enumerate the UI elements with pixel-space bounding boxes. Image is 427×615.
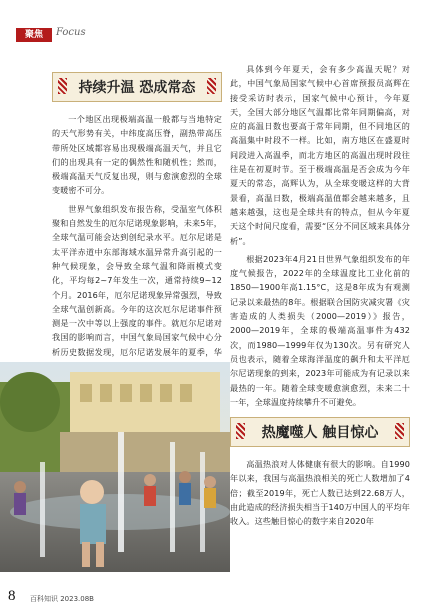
left-paragraph-2: 世界气象组织发布报告称，受温室气体积聚和自然发生的厄尔尼诺现象影响，未来5年，全球气温可能会达到创纪录水平。厄尔尼诺是太平洋赤道中东部海域水温异常升高引起的一种气候现象，会导致全球气温和降雨模式变化，平均每2~7年发生一次，通常持续9~12个月。2016年，厄尔尼诺现象异常强烈，导致全球气温创新高。今年的这次厄尔尼诺事件预测是一次中等以上强度的事件。就厄尔尼诺对我国的影响而言，中国气象局国家气候中心分析历史数据发现，厄尔尼诺发展年的夏季，华 bbox=[52, 203, 222, 357]
section-title-box bbox=[52, 72, 222, 102]
right-column bbox=[230, 66, 410, 533]
page-header bbox=[0, 0, 427, 40]
title-decoration-left bbox=[236, 423, 245, 439]
section-title: 持续升温 恐成常态 bbox=[78, 80, 196, 96]
title-decoration-left bbox=[58, 78, 67, 94]
section-title-2: 热魔噬人 触目惊心 bbox=[261, 425, 379, 442]
title-decoration-right bbox=[207, 78, 216, 94]
section-badge: 聚焦 bbox=[16, 28, 52, 42]
right-paragraph-1: 具体到今年夏天，会有多少高温天呢？对此，中国气象局国家气候中心首席预报员高辉在接受采访时表示，国家气候中心预计，今年夏天，全国大部分地区气温都比常年同期偏高，对应的高温日数也要高于常年同期，但不同地区的高温集中时段不一样。比如，南方地区在盛夏时间段进入高温季，而北方地区的高温出现时段往往是在初夏时节。至于极端高温是否会成为今年夏天的常态，高辉认为，从全球变暖这样的大背景看，高温日数，极端高温值都会越来越多，且越来越强，这也是全球共有的特点，但从今年夏天这个时间尺度看，需要“区分不同区域来具体分析”。 bbox=[230, 64, 410, 246]
section-label-en: Focus bbox=[56, 27, 86, 38]
right-paragraph-2: 根据2023年4月21日世界气象组织发布的年度气候报告，2022年的全球温度比工业化前的1850—1900年高1.15°C，这是8年成为有观测记录以来最热的8年。根据联合国防灾减灾署《灾害造成的人类损失（2000—2019）》报告，2000—2019年，全球的极端高温事件为432次，而1980—1999年仅为130次。另有研究人员也表示，随着全球海洋温度的飙升和太平洋厄尔尼诺现象的到来，2023年可能成为有记录以来最热的一年。随着全球变暖愈演愈烈，未来二十一年，全球温度持续攀升不可避免。 bbox=[230, 253, 410, 407]
left-column bbox=[52, 66, 222, 392]
fountain-photo bbox=[0, 362, 230, 572]
section-title-box-2 bbox=[230, 417, 410, 447]
page-number: 8 bbox=[8, 588, 16, 604]
left-paragraph-1: 一个地区出现极端高温一般都与当地特定的天气形势有关，中纬度高压脊，副热带高压带所处区域都容易出现极端高温天气，并且它们的出现具有一定的偶然性和随机性；然而，极端高温天气反复出现，则与愈演愈烈的全球变暖密不可分。 bbox=[52, 114, 222, 196]
publication-info: 百科知识 2023.08B bbox=[30, 595, 94, 603]
right-paragraph-3: 高温热浪对人体健康有很大的影响。自1990年以来，我国与高温热浪相关的死亡人数增加了4倍；截至2019年，死亡人数已达到22.68万人，由此造成的经济损失相当于140万中国人的平均年收入。这些触目惊心的数字来自2020年 bbox=[230, 459, 410, 527]
fountain-photo-illustration bbox=[0, 362, 230, 572]
title-decoration-right bbox=[395, 423, 404, 439]
